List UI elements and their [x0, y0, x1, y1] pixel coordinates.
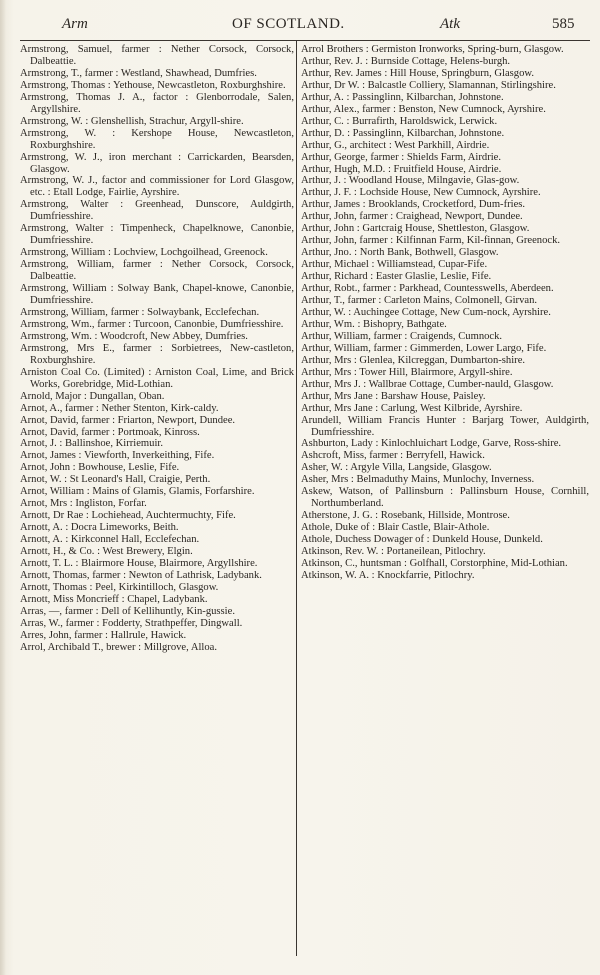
directory-entry: Arthur, Mrs Jane : Barshaw House, Paisley. [301, 390, 486, 402]
directory-entry: Arthur, Rev. J. : Burnside Cottage, Helens-burgh. [301, 55, 511, 67]
directory-entry: Arnot, David, farmer : Friarton, Newport, Dundee. [20, 414, 236, 426]
directory-entry: Arnot, James : Viewforth, Inverkeithing, Fife. [20, 450, 215, 462]
directory-entry: Arthur, T., farmer : Carleton Mains, Colmonell, Girvan. [301, 295, 538, 307]
directory-entry: Arthur, Jno. : North Bank, Bothwell, Glasgow. [301, 247, 499, 259]
directory-entry: Athole, Duke of : Blair Castle, Blair-Athole. [301, 522, 490, 534]
directory-entry: Arthur, William, farmer : Gimmerden, Lower Largo, Fife. [301, 342, 547, 354]
directory-entry: Armstrong, William : Lochview, Lochgoilhead, Greenock. [20, 247, 268, 259]
header-title: OF SCOTLAND. [232, 16, 345, 32]
directory-entry: Armstrong, W. : Glenshellish, Strachur, Argyll-shire. [20, 115, 244, 127]
directory-entry: Arrol Brothers : Germiston Ironworks, Spring-burn, Glasgow. [301, 44, 564, 55]
directory-entry: Arthur, James : Brooklands, Crocketford, Dum-fries. [301, 199, 526, 211]
directory-entry: Arnott, Thomas, farmer : Newton of Lathrisk, Ladybank. [20, 569, 262, 581]
directory-entry: Arthur, Mrs Jane : Carlung, West Kilbride, Ayrshire. [301, 402, 523, 414]
directory-entry: Arthur, Hugh, M.D. : Fruitfield House, Airdrie. [301, 163, 502, 175]
directory-entry: Arnott, A. : Kirkconnel Hall, Ecclefechan. [20, 534, 200, 546]
directory-entry: Arthur, Rev. James : Hill House, Springburn, Glasgow. [301, 67, 535, 79]
directory-entry: Arthur, John, farmer : Craighead, Newport, Dundee. [301, 211, 523, 223]
directory-entry: Arthur, William, farmer : Craigends, Cumnock. [301, 330, 503, 342]
directory-entry: Ashburton, Lady : Kinlochluichart Lodge, Garve, Ross-shire. [301, 438, 562, 450]
directory-entry: Armstrong, Walter : Timpenheck, Chapelknowe, Canonbie, Dumfriesshire. [20, 223, 294, 247]
directory-entry: Arthur, Alex., farmer : Benston, New Cumnock, Ayrshire. [301, 103, 546, 115]
directory-entry: Asher, W. : Argyle Villa, Langside, Glasgow. [301, 462, 492, 474]
directory-entry: Arnot, William : Mains of Glamis, Glamis, Forfarshire. [20, 486, 255, 498]
directory-entry: Arnott, H., & Co. : West Brewery, Elgin. [20, 546, 193, 558]
directory-entry: Arthur, D. : Passinglinn, Kilbarchan, Johnstone. [301, 127, 505, 139]
directory-entry: Arthur, Mrs : Glenlea, Kilcreggan, Dumbarton-shire. [301, 354, 526, 366]
directory-entry: Arthur, W. : Auchingee Cottage, New Cum-nock, Ayrshire. [301, 306, 551, 318]
running-header [22, 16, 588, 34]
directory-entry: Atkinson, C., huntsman : Golfhall, Corstorphine, Mid-Lothian. [301, 557, 568, 569]
directory-entry: Arnott, T. L. : Blairmore House, Blairmore, Argyllshire. [20, 557, 258, 569]
directory-entry: Armstrong, Samuel, farmer : Nether Corsock, Corsock, Dalbeattie. [20, 44, 294, 67]
directory-entry: Arnott, Dr Rae : Lochiehead, Auchtermuchty, Fife. [20, 510, 236, 522]
directory-entry: Arthur, Robt., farmer : Parkhead, Countesswells, Aberdeen. [301, 283, 554, 295]
directory-entry: Arrol, Archibald T., brewer : Millgrove, Alloa. [20, 641, 218, 653]
directory-entry: Arthur, John, farmer : Kilfinnan Farm, Kil-finnan, Greenock. [301, 235, 561, 247]
directory-entry: Arthur, Michael : Williamstead, Cupar-Fife. [301, 259, 488, 271]
header-rule [20, 40, 590, 41]
directory-entry: Arnott, Miss Moncrieff : Chapel, Ladybank. [20, 593, 208, 605]
directory-entry: Armstrong, T., farmer : Westland, Shawhead, Dumfries. [20, 67, 257, 79]
directory-entry: Armstrong, Wm. : Woodcroft, New Abbey, Dumfries. [20, 330, 248, 342]
directory-entry: Asher, Mrs : Belmaduthy Mains, Munlochy, Inverness. [301, 474, 535, 486]
header-left-catchword: Arm [62, 16, 88, 32]
directory-entry: Arnott, A. : Docra Limeworks, Beith. [20, 522, 179, 534]
column-divider [296, 41, 297, 956]
directory-entry: Arres, John, farmer : Hallrule, Hawick. [20, 629, 187, 641]
directory-entry: Ashcroft, Miss, farmer : Berryfell, Hawick. [301, 450, 485, 462]
directory-entry: Arniston Coal Co. (Limited) : Arniston Coal, Lime, and Brick Works, Gorebridge, Mid-Lothian. [20, 366, 294, 390]
directory-entry: Arthur, Wm. : Bishopry, Bathgate. [301, 318, 447, 330]
directory-entry: Arthur, C. : Burrafirth, Haroldswick, Lerwick. [301, 115, 498, 127]
directory-entry: Arnold, Major : Dungallan, Oban. [20, 390, 165, 402]
directory-entry: Armstrong, Thomas J. A., factor : Glenborrodale, Salen, Argyllshire. [20, 91, 294, 115]
directory-entry: Armstrong, William, farmer : Solwaybank, Ecclefechan. [20, 306, 260, 318]
directory-entry: Armstrong, W. J., factor and commissioner for Lord Glasgow, etc. : Etall Lodge, Fairlie, Ayrshire. [20, 175, 294, 199]
directory-entry: Armstrong, Thomas : Yethouse, Newcastleton, Roxburghshire. [20, 79, 286, 91]
directory-entry: Armstrong, William : Solway Bank, Chapel-knowe, Canonbie, Dumfriesshire. [20, 283, 294, 307]
directory-entry: Armstrong, Wm., farmer : Turcoon, Canonbie, Dumfriesshire. [20, 318, 284, 330]
right-column [301, 44, 589, 582]
directory-entry: Arras, —, farmer : Dell of Kellihuntly, Kin-gussie. [20, 605, 235, 617]
directory-entry: Arnot, John : Bowhouse, Leslie, Fife. [20, 462, 180, 474]
directory-entry: Armstrong, W. J., iron merchant : Carrickarden, Bearsden, Glasgow. [20, 151, 294, 175]
directory-entry: Atherstone, J. G. : Rosebank, Hillside, Montrose. [301, 510, 510, 522]
page-edge-shadow [0, 0, 6, 975]
directory-entry: Arnot, David, farmer : Portmoak, Kinross. [20, 426, 200, 438]
directory-entry: Atkinson, Rev. W. : Portaneilean, Pitlochry. [301, 546, 486, 558]
directory-entry: Arthur, George, farmer : Shields Farm, Airdrie. [301, 151, 502, 163]
directory-entry: Arnott, Thomas : Peel, Kirkintilloch, Glasgow. [20, 581, 219, 593]
header-right-catchword: Atk [440, 16, 460, 32]
directory-entry: Arras, W., farmer : Fodderty, Strathpeffer, Dingwall. [20, 617, 243, 629]
directory-entry: Arthur, Richard : Easter Glaslie, Leslie, Fife. [301, 271, 492, 283]
directory-entry: Atkinson, W. A. : Knockfarrie, Pitlochry. [301, 569, 475, 581]
directory-entry: Arthur, Mrs J. : Wallbrae Cottage, Cumber-nauld, Glasgow. [301, 378, 554, 390]
page-number: 585 [552, 16, 575, 32]
directory-entry: Arthur, A. : Passinglinn, Kilbarchan, Johnstone. [301, 91, 504, 103]
directory-entry: Arundell, William Francis Hunter : Barjarg Tower, Auldgirth, Dumfriesshire. [301, 414, 589, 438]
directory-entry: Armstrong, W. : Kershope House, Newcastleton, Roxburghshire. [20, 127, 294, 151]
directory-entry: Arnot, A., farmer : Nether Stenton, Kirk-caldy. [20, 402, 219, 414]
directory-entry: Armstrong, William, farmer : Nether Corsock, Corsock, Dalbeattie. [20, 259, 294, 283]
directory-entry: Arthur, Mrs : Tower Hill, Blairmore, Argyll-shire. [301, 366, 513, 378]
directory-entry: Arnot, W. : St Leonard's Hall, Craigie, Perth. [20, 474, 211, 486]
directory-entry: Askew, Watson, of Pallinsburn : Pallinsburn House, Cornhill, Northumberland. [301, 486, 589, 510]
directory-entry: Arthur, G., architect : West Parkhill, Airdrie. [301, 139, 490, 151]
directory-entry: Arnot, Mrs : Ingliston, Forfar. [20, 498, 147, 510]
left-column [20, 44, 294, 654]
directory-entry: Arthur, J. : Woodland House, Milngavie, Glas-gow. [301, 175, 520, 187]
directory-entry: Arnot, J. : Ballinshoe, Kirriemuir. [20, 438, 163, 450]
directory-entry: Athole, Duchess Dowager of : Dunkeld House, Dunkeld. [301, 534, 543, 546]
directory-entry: Arthur, Dr W. : Balcastle Colliery, Slamannan, Stirlingshire. [301, 79, 556, 91]
directory-entry: Armstrong, Mrs E., farmer : Sorbietrees, New-castleton, Roxburghshire. [20, 342, 294, 366]
directory-entry: Arthur, John : Gartcraig House, Shettleston, Glasgow. [301, 223, 530, 235]
directory-entry: Arthur, J. F. : Lochside House, New Cumnock, Ayrshire. [301, 187, 541, 199]
directory-entry: Armstrong, Walter : Greenhead, Dunscore, Auldgirth, Dumfriesshire. [20, 199, 294, 223]
